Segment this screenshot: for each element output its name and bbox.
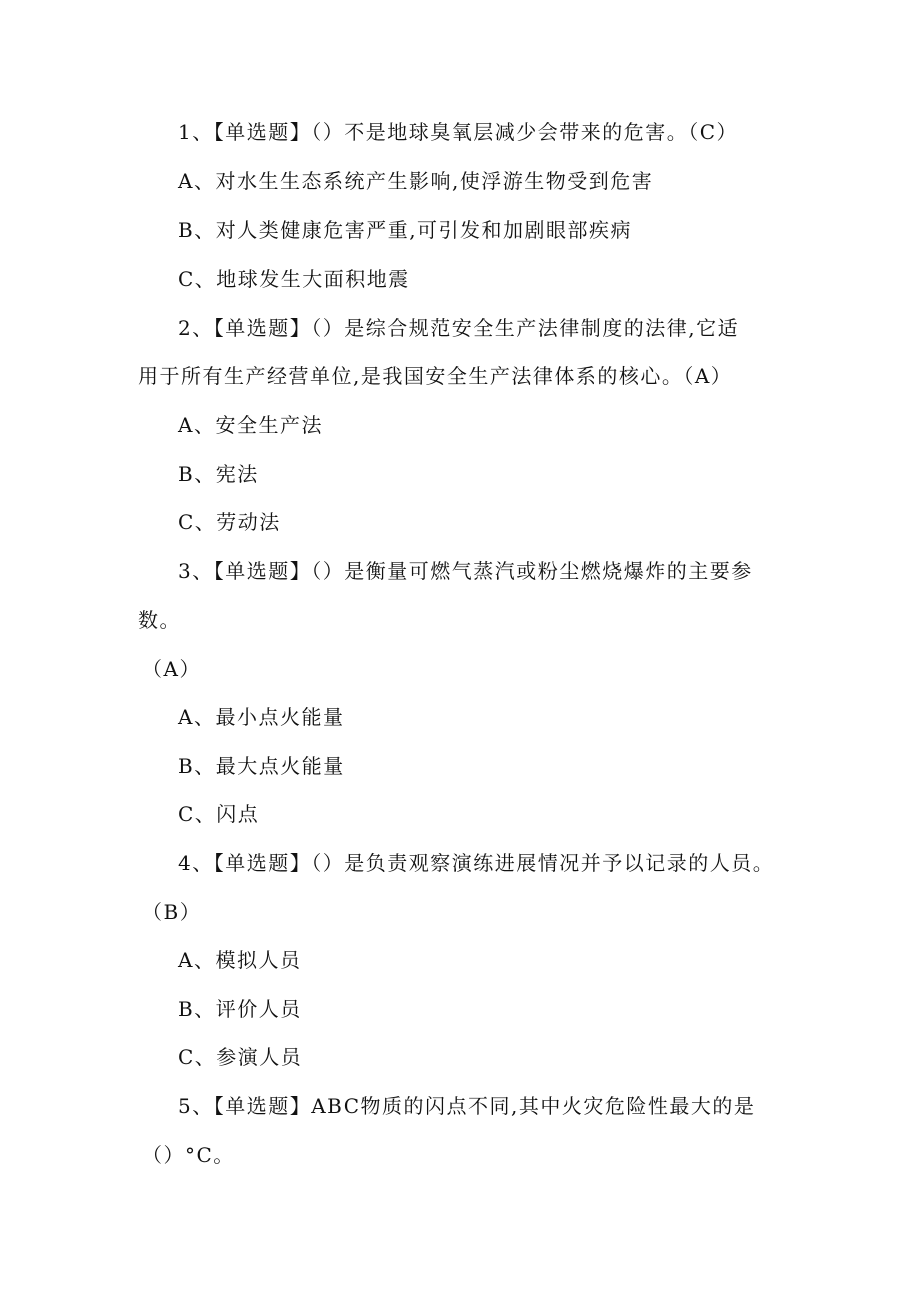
q1-stem: 1、【单选题】（）不是地球臭氧层减少会带来的危害。（C）	[178, 120, 739, 144]
q4-stem: 4、【单选题】（）是负责观察演练进展情况并予以记录的人员。	[178, 851, 775, 875]
q5-stem-line2: （）°C。	[142, 1143, 235, 1167]
q3-answer: （A）	[142, 657, 201, 681]
q5-stem-line1: 5、【单选题】ABC物质的闪点不同,其中火灾危险性最大的是	[178, 1094, 756, 1118]
q3-stem-line1: 3、【单选题】（）是衡量可燃气蒸汽或粉尘燃烧爆炸的主要参	[178, 559, 753, 583]
q4-option-c: C、参演人员	[178, 1045, 303, 1069]
q2-option-a: A、安全生产法	[178, 413, 323, 437]
q3-option-c: C、闪点	[178, 802, 260, 826]
q1-option-c: C、地球发生大面积地震	[178, 267, 410, 291]
q3-option-a: A、最小点火能量	[178, 705, 345, 729]
q3-stem-line2: 数。	[138, 608, 181, 632]
q1-option-a: A、对水生生态系统产生影响,使浮游生物受到危害	[178, 169, 654, 193]
q3-option-b: B、最大点火能量	[178, 754, 345, 778]
q2-stem-line1: 2、【单选题】（）是综合规范安全生产法律制度的法律,它适	[178, 316, 740, 340]
q1-option-b: B、对人类健康危害严重,可引发和加剧眼部疾病	[178, 218, 633, 242]
q4-option-a: A、模拟人员	[178, 948, 302, 972]
q2-stem-line2: 用于所有生产经营单位,是我国安全生产法律体系的核心。（A）	[138, 364, 733, 388]
q4-answer: （B）	[142, 900, 202, 924]
q4-option-b: B、评价人员	[178, 997, 302, 1021]
q2-option-c: C、劳动法	[178, 510, 281, 534]
q2-option-b: B、宪法	[178, 462, 259, 486]
